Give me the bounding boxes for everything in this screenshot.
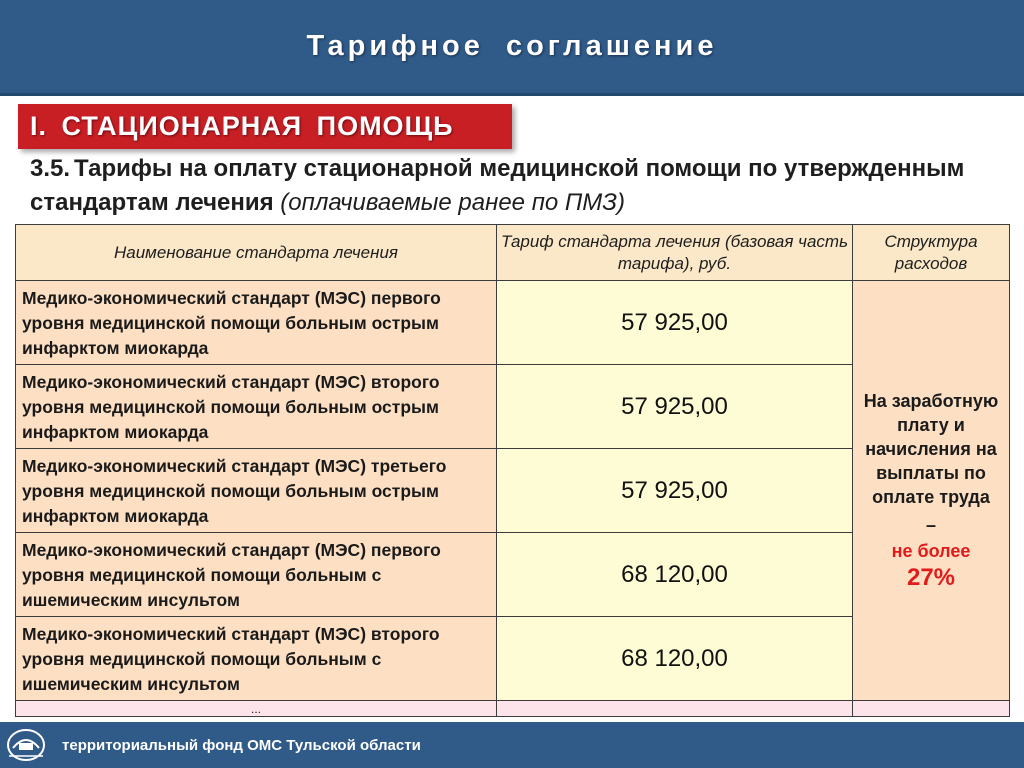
structure-percent: 27% xyxy=(906,563,956,591)
structure-text: На заработную плату и начисления на выплаты по оплате труда xyxy=(863,390,999,507)
ellipsis-cell: ... xyxy=(16,701,497,717)
subtitle-number: 3.5. xyxy=(30,155,71,182)
table-header-row xyxy=(16,225,1010,281)
row-name: Медико-экономический стандарт (МЭС) третьего уровня медицинской помощи больным острым инфарктом миокарда xyxy=(16,449,497,533)
row-tariff: 57 925,00 xyxy=(497,449,853,533)
subtitle xyxy=(30,152,1010,220)
tfoms-logo-icon xyxy=(4,725,48,765)
row-name: Медико-экономический стандарт (МЭС) второго уровня медицинской помощи больным с ишемическим инсультом xyxy=(16,617,497,701)
structure-dash: – xyxy=(925,514,936,535)
structure-limit: не более xyxy=(891,540,971,561)
row-tariff: 57 925,00 xyxy=(497,281,853,365)
header-name: Наименование стандарта лечения xyxy=(16,225,497,281)
header-band xyxy=(0,0,1024,96)
footer-band xyxy=(0,722,1024,768)
section-label xyxy=(18,104,512,149)
page-title: Тарифное соглашение xyxy=(306,30,718,62)
tariff-table xyxy=(15,224,1010,717)
structure-cell xyxy=(853,281,1010,701)
table-row xyxy=(16,281,1010,365)
row-tariff: 68 120,00 xyxy=(497,533,853,617)
ellipsis-cell-empty xyxy=(853,701,1010,717)
header-tariff: Тариф стандарта лечения (базовая часть тарифа), руб. xyxy=(497,225,853,281)
table-ellipsis-row xyxy=(16,701,1010,717)
row-name: Медико-экономический стандарт (МЭС) первого уровня медицинской помощи больным острым инфарктом миокарда xyxy=(16,281,497,365)
section-label-text: I. СТАЦИОНАРНАЯ ПОМОЩЬ xyxy=(30,111,454,141)
subtitle-text: Тарифы на оплату стационарной медицинской помощи по утвержденным стандартам лечения xyxy=(30,155,965,216)
row-tariff: 57 925,00 xyxy=(497,365,853,449)
header-structure: Структура расходов xyxy=(853,225,1010,281)
row-name: Медико-экономический стандарт (МЭС) второго уровня медицинской помощи больным острым инфарктом миокарда xyxy=(16,365,497,449)
row-name: Медико-экономический стандарт (МЭС) первого уровня медицинской помощи больным с ишемическим инсультом xyxy=(16,533,497,617)
ellipsis-cell-empty xyxy=(497,701,853,717)
subtitle-note: (оплачиваемые ранее по ПМЗ) xyxy=(280,189,626,216)
footer-text: территориальный фонд ОМС Тульской области xyxy=(62,736,421,754)
row-tariff: 68 120,00 xyxy=(497,617,853,701)
